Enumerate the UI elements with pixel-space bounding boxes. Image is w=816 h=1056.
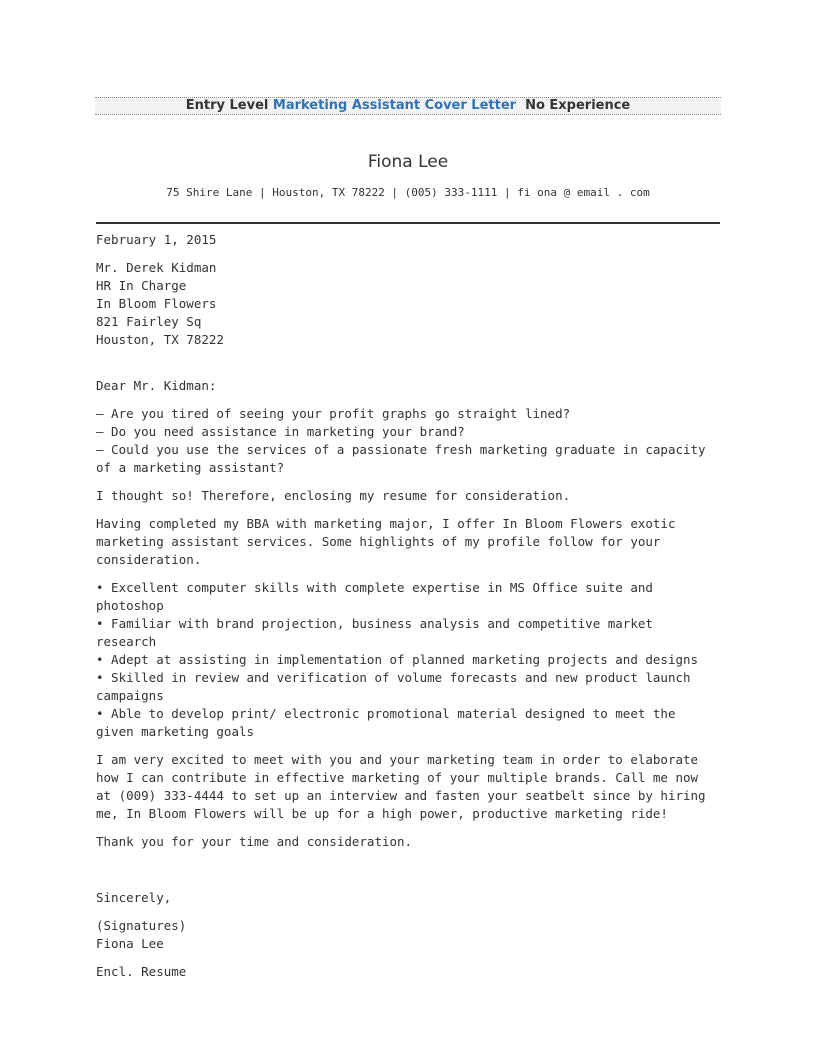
letter-date: February 1, 2015 (96, 232, 217, 247)
enclosure: Encl. Resume (96, 964, 187, 979)
highlight-item: • Adept at assisting in implementation of planned marketing projects and designs (96, 652, 699, 667)
highlight-list (96, 579, 720, 741)
highlight-item: • Excellent computer skills with complete expertise in MS Office suite and photoshop (96, 580, 653, 613)
question-item: – Do you need assistance in marketing your brand? (96, 424, 465, 439)
recipient-line: In Bloom Flowers (96, 296, 217, 311)
signature-label: (Signatures) (96, 918, 187, 933)
header-divider (96, 222, 720, 224)
signature-name: Fiona Lee (96, 936, 164, 951)
sender-contact: 75 Shire Lane | Houston, TX 78222 | (005) 333-1111 | fi ona @ email . com (166, 186, 650, 199)
title-banner (95, 97, 721, 115)
recipient-block (96, 259, 720, 349)
highlight-item: • Skilled in review and verification of volume forecasts and new product launch campaigns (96, 670, 691, 703)
question-item: – Could you use the services of a passionate fresh marketing graduate in capacity of a marketing assistant? (96, 442, 706, 475)
letter-body (96, 231, 720, 991)
banner-text-no-experience: No Experience (525, 98, 631, 113)
recipient-line: Houston, TX 78222 (96, 332, 224, 347)
signature-block (96, 917, 720, 953)
closing: Sincerely, (96, 890, 172, 905)
recipient-line: HR In Charge (96, 278, 187, 293)
recipient-line: Mr. Derek Kidman (96, 260, 217, 275)
banner-text-main: Marketing Assistant Cover Letter (272, 98, 517, 113)
banner-text-entry-level: Entry Level (185, 98, 269, 113)
recipient-line: 821 Fairley Sq (96, 314, 202, 329)
paragraph-intro: I thought so! Therefore, enclosing my resume for consideration. (96, 488, 571, 503)
highlight-item: • Familiar with brand projection, business analysis and competitive market research (96, 616, 653, 649)
sender-name: Fiona Lee (367, 152, 449, 172)
highlight-item: • Able to develop print/ electronic promotional material designed to meet the given marketing goals (96, 706, 676, 739)
paragraph-background: Having completed my BBA with marketing major, I offer In Bloom Flowers exotic marketing assistant services. Some highlights of my profile follow for your consideration. (96, 516, 676, 567)
salutation: Dear Mr. Kidman: (96, 378, 217, 393)
paragraph-call-to-action: I am very excited to meet with you and your marketing team in order to elaborate how I can contribute in effective marketing of your multiple brands. Call me now at (009) 333-4444 to set up an interview and fasten your seatbelt since by hiring me, In Bloom Flowers will be up for a high power, productive marketing ride! (96, 752, 706, 821)
paragraph-thanks: Thank you for your time and consideration. (96, 834, 413, 849)
question-item: – Are you tired of seeing your profit graphs go straight lined? (96, 406, 571, 421)
question-list (96, 405, 720, 477)
